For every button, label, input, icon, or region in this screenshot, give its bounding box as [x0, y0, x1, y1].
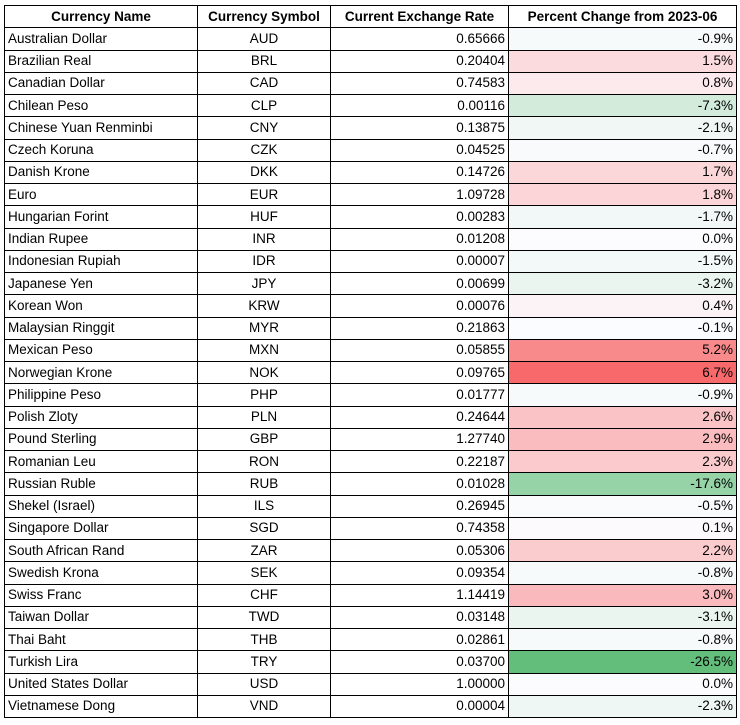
exchange-rate-cell: 0.74358	[331, 517, 509, 539]
percent-change-cell: -1.7%	[509, 206, 737, 228]
exchange-rate-cell: 0.13875	[331, 117, 509, 139]
percent-change-cell: 1.5%	[509, 50, 737, 72]
currency-name-cell: Indonesian Rupiah	[5, 250, 198, 272]
currency-symbol-cell: PHP	[198, 384, 331, 406]
percent-change-cell: -0.9%	[509, 384, 737, 406]
table-row	[5, 495, 737, 517]
currency-symbol-cell: MXN	[198, 339, 331, 361]
exchange-rate-cell: 1.14419	[331, 584, 509, 606]
currency-name-cell: Indian Rupee	[5, 228, 198, 250]
currency-name-cell: Norwegian Krone	[5, 362, 198, 384]
exchange-rate-cell: 0.21863	[331, 317, 509, 339]
exchange-rate-cell: 0.26945	[331, 495, 509, 517]
currency-name-cell: Mexican Peso	[5, 339, 198, 361]
table-row	[5, 28, 737, 50]
currency-symbol-cell: ILS	[198, 495, 331, 517]
currency-symbol-cell: THB	[198, 629, 331, 651]
currency-name-cell: Russian Ruble	[5, 473, 198, 495]
percent-change-cell: 1.8%	[509, 184, 737, 206]
currency-symbol-cell: INR	[198, 228, 331, 250]
exchange-rate-cell: 0.03148	[331, 606, 509, 628]
percent-change-cell: -3.2%	[509, 273, 737, 295]
currency-name-cell: Danish Krone	[5, 161, 198, 183]
exchange-rate-cell: 0.05306	[331, 540, 509, 562]
table-row	[5, 606, 737, 628]
table-row	[5, 228, 737, 250]
percent-change-cell: -0.1%	[509, 317, 737, 339]
percent-change-cell: -0.9%	[509, 28, 737, 50]
header-row	[5, 6, 737, 28]
percent-change-cell: 2.9%	[509, 428, 737, 450]
exchange-rate-cell: 0.00007	[331, 250, 509, 272]
currency-symbol-cell: BRL	[198, 50, 331, 72]
currency-name-cell: Malaysian Ringgit	[5, 317, 198, 339]
header-currency-symbol: Currency Symbol	[198, 6, 331, 28]
exchange-rate-cell: 0.01028	[331, 473, 509, 495]
currency-name-cell: Australian Dollar	[5, 28, 198, 50]
exchange-rate-cell: 0.04525	[331, 139, 509, 161]
table-row	[5, 273, 737, 295]
table-row	[5, 451, 737, 473]
currency-name-cell: Czech Koruna	[5, 139, 198, 161]
currency-name-cell: Hungarian Forint	[5, 206, 198, 228]
percent-change-cell: 1.7%	[509, 161, 737, 183]
table-row	[5, 295, 737, 317]
currency-name-cell: Brazilian Real	[5, 50, 198, 72]
currency-symbol-cell: DKK	[198, 161, 331, 183]
table-row	[5, 428, 737, 450]
table-row	[5, 95, 737, 117]
currency-symbol-cell: CLP	[198, 95, 331, 117]
currency-symbol-cell: ZAR	[198, 540, 331, 562]
percent-change-cell: -7.3%	[509, 95, 737, 117]
percent-change-cell: -26.5%	[509, 651, 737, 673]
exchange-rate-cell: 0.00283	[331, 206, 509, 228]
currency-name-cell: Euro	[5, 184, 198, 206]
currency-symbol-cell: CNY	[198, 117, 331, 139]
currency-name-cell: Shekel (Israel)	[5, 495, 198, 517]
table-row	[5, 406, 737, 428]
table-row	[5, 161, 737, 183]
table-row	[5, 695, 737, 717]
table-row	[5, 72, 737, 94]
table-row	[5, 117, 737, 139]
currency-symbol-cell: TWD	[198, 606, 331, 628]
exchange-rate-cell: 0.01208	[331, 228, 509, 250]
exchange-rate-cell: 0.09765	[331, 362, 509, 384]
table-row	[5, 139, 737, 161]
exchange-rate-cell: 0.65666	[331, 28, 509, 50]
currency-name-cell: Pound Sterling	[5, 428, 198, 450]
percent-change-cell: 0.4%	[509, 295, 737, 317]
exchange-rate-cell: 0.22187	[331, 451, 509, 473]
currency-name-cell: Swedish Krona	[5, 562, 198, 584]
table-row	[5, 339, 737, 361]
currency-symbol-cell: AUD	[198, 28, 331, 50]
table-row	[5, 50, 737, 72]
currency-name-cell: Swiss Franc	[5, 584, 198, 606]
percent-change-cell: 0.1%	[509, 517, 737, 539]
percent-change-cell: 2.3%	[509, 451, 737, 473]
exchange-rate-cell: 1.00000	[331, 673, 509, 695]
currency-symbol-cell: VND	[198, 695, 331, 717]
currency-symbol-cell: EUR	[198, 184, 331, 206]
currency-symbol-cell: SGD	[198, 517, 331, 539]
percent-change-cell: 2.6%	[509, 406, 737, 428]
header-currency-name: Currency Name	[5, 6, 198, 28]
currency-symbol-cell: HUF	[198, 206, 331, 228]
exchange-rate-cell: 0.00699	[331, 273, 509, 295]
currency-name-cell: Japanese Yen	[5, 273, 198, 295]
currency-symbol-cell: MYR	[198, 317, 331, 339]
currency-symbol-cell: KRW	[198, 295, 331, 317]
currency-name-cell: South African Rand	[5, 540, 198, 562]
currency-name-cell: Chilean Peso	[5, 95, 198, 117]
table-row	[5, 540, 737, 562]
currency-symbol-cell: USD	[198, 673, 331, 695]
currency-table	[4, 5, 737, 718]
percent-change-cell: 6.7%	[509, 362, 737, 384]
percent-change-cell: -0.8%	[509, 629, 737, 651]
percent-change-cell: 0.0%	[509, 228, 737, 250]
currency-name-cell: Canadian Dollar	[5, 72, 198, 94]
exchange-rate-cell: 0.00116	[331, 95, 509, 117]
exchange-rate-cell: 0.20404	[331, 50, 509, 72]
currency-name-cell: Vietnamese Dong	[5, 695, 198, 717]
percent-change-cell: 0.0%	[509, 673, 737, 695]
table-row	[5, 384, 737, 406]
currency-name-cell: Philippine Peso	[5, 384, 198, 406]
percent-change-cell: 2.2%	[509, 540, 737, 562]
percent-change-cell: -0.7%	[509, 139, 737, 161]
exchange-rate-cell: 0.00076	[331, 295, 509, 317]
currency-symbol-cell: CHF	[198, 584, 331, 606]
header-exchange-rate: Current Exchange Rate	[331, 6, 509, 28]
exchange-rate-cell: 1.27740	[331, 428, 509, 450]
table-row	[5, 473, 737, 495]
currency-name-cell: Korean Won	[5, 295, 198, 317]
exchange-rate-cell: 0.24644	[331, 406, 509, 428]
currency-symbol-cell: NOK	[198, 362, 331, 384]
percent-change-cell: 0.8%	[509, 72, 737, 94]
table-row	[5, 629, 737, 651]
currency-table-sheet	[4, 5, 737, 718]
table-row	[5, 562, 737, 584]
percent-change-cell: -0.5%	[509, 495, 737, 517]
percent-change-cell: -1.5%	[509, 250, 737, 272]
currency-name-cell: Singapore Dollar	[5, 517, 198, 539]
currency-symbol-cell: TRY	[198, 651, 331, 673]
exchange-rate-cell: 0.74583	[331, 72, 509, 94]
currency-symbol-cell: CAD	[198, 72, 331, 94]
table-row	[5, 673, 737, 695]
exchange-rate-cell: 0.09354	[331, 562, 509, 584]
table-row	[5, 206, 737, 228]
exchange-rate-cell: 0.05855	[331, 339, 509, 361]
percent-change-cell: -3.1%	[509, 606, 737, 628]
exchange-rate-cell: 0.02861	[331, 629, 509, 651]
currency-symbol-cell: GBP	[198, 428, 331, 450]
currency-symbol-cell: JPY	[198, 273, 331, 295]
currency-symbol-cell: CZK	[198, 139, 331, 161]
exchange-rate-cell: 0.03700	[331, 651, 509, 673]
currency-symbol-cell: RUB	[198, 473, 331, 495]
table-body	[5, 28, 737, 718]
percent-change-cell: -2.1%	[509, 117, 737, 139]
table-row	[5, 651, 737, 673]
table-row	[5, 584, 737, 606]
currency-name-cell: United States Dollar	[5, 673, 198, 695]
currency-name-cell: Chinese Yuan Renminbi	[5, 117, 198, 139]
table-row	[5, 250, 737, 272]
currency-symbol-cell: RON	[198, 451, 331, 473]
exchange-rate-cell: 1.09728	[331, 184, 509, 206]
currency-name-cell: Turkish Lira	[5, 651, 198, 673]
table-row	[5, 184, 737, 206]
exchange-rate-cell: 0.14726	[331, 161, 509, 183]
percent-change-cell: -17.6%	[509, 473, 737, 495]
percent-change-cell: -2.3%	[509, 695, 737, 717]
currency-name-cell: Thai Baht	[5, 629, 198, 651]
percent-change-cell: 5.2%	[509, 339, 737, 361]
exchange-rate-cell: 0.00004	[331, 695, 509, 717]
currency-name-cell: Romanian Leu	[5, 451, 198, 473]
header-percent-change: Percent Change from 2023-06	[509, 6, 737, 28]
currency-symbol-cell: IDR	[198, 250, 331, 272]
table-row	[5, 317, 737, 339]
table-row	[5, 362, 737, 384]
currency-name-cell: Polish Zloty	[5, 406, 198, 428]
percent-change-cell: -0.8%	[509, 562, 737, 584]
currency-name-cell: Taiwan Dollar	[5, 606, 198, 628]
currency-symbol-cell: SEK	[198, 562, 331, 584]
exchange-rate-cell: 0.01777	[331, 384, 509, 406]
table-row	[5, 517, 737, 539]
currency-symbol-cell: PLN	[198, 406, 331, 428]
percent-change-cell: 3.0%	[509, 584, 737, 606]
